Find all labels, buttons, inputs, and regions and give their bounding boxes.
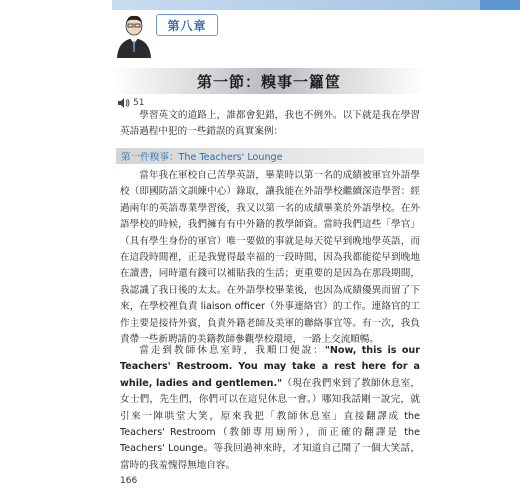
wrong-translation: the Teachers' Restroom [120, 410, 420, 439]
speaker-icon [118, 98, 130, 108]
correct-translation: the Teachers' Lounge [120, 427, 420, 455]
story-text-2a: 當走到教師休息室時，我順口便說： [139, 345, 325, 356]
audio-track-number: 51 [133, 98, 145, 108]
section-title-bar [112, 68, 426, 94]
intro-text: 學習英文的道路上，誰都會犯錯，我也不例外。以下就是我在學習英語過程中犯的一些錯誤的真實案例： [120, 110, 420, 138]
story-text-2 [120, 343, 420, 474]
story-text-2c: （教師專用廁所），而正確的翻譯是 [215, 427, 400, 439]
story-paragraph-1 [120, 168, 420, 348]
story-text-2b: （現在我們來到了教師休息室，女士們，先生們，你們可以在這兒休息一會。）哪知我話剛一說完，就引來一陣哄堂大笑，原來我把「教師休息室」直接翻譯成 [120, 377, 421, 422]
page-number: 166 [120, 476, 138, 486]
intro-paragraph [120, 108, 420, 141]
chapter-label: 第八章 [167, 18, 207, 33]
story-text-2d: 。等我回過神來時，才知道自己鬧了一個大笑話，當時的我羞愧得無地自容。 [120, 443, 420, 471]
section-title: 第一節：糗事一籮筐 [196, 72, 341, 91]
story-paragraph-2 [120, 343, 420, 474]
audio-track[interactable] [118, 98, 144, 108]
author-avatar [114, 12, 154, 58]
english-quote: "Now, this is our Teachers' Restroom. You may take a rest here for a while, ladies and gentlemen." [120, 345, 420, 389]
case-heading: 第一件糗事：The Teachers' Lounge [121, 152, 283, 163]
header-band [112, 0, 520, 10]
story-text-1: 當年我在軍校自己苦學英語，畢業時以第一名的成績被軍官外語學校（即國防語文訓練中心）錄取，讓我能在外語學校繼續深造學習：經過兩年的英語專業學習後，我又以第一名的成績畢業於外語學校。在外語學校的時候，我們擁有有中外籍的教學師資。當時我們這些「學官」（具有學生身份的軍官）唯一要做的事就是每天從早到晚地學英語，而在這段時間裡，正是我覺得最幸福的一段時間，因為我都能從早到晚地在讀書，同時還有錢可以補貼我的生活；更重要的是因為在那段期間，我認識了我日後的太太。在外語學校畢業後，也因為成績優異而留了下來，在學校裡負責 liaison officer（外事連絡官）的工作。連絡官的工作主要是接待外賓，負責外籍老師及美軍的聯絡事宜等。有一次，我負責帶一些新聘請的美籍教師參觀學校環境，一路上交流順暢。 [120, 170, 420, 346]
chapter-tab [156, 14, 218, 36]
case-heading-bar [116, 148, 424, 164]
